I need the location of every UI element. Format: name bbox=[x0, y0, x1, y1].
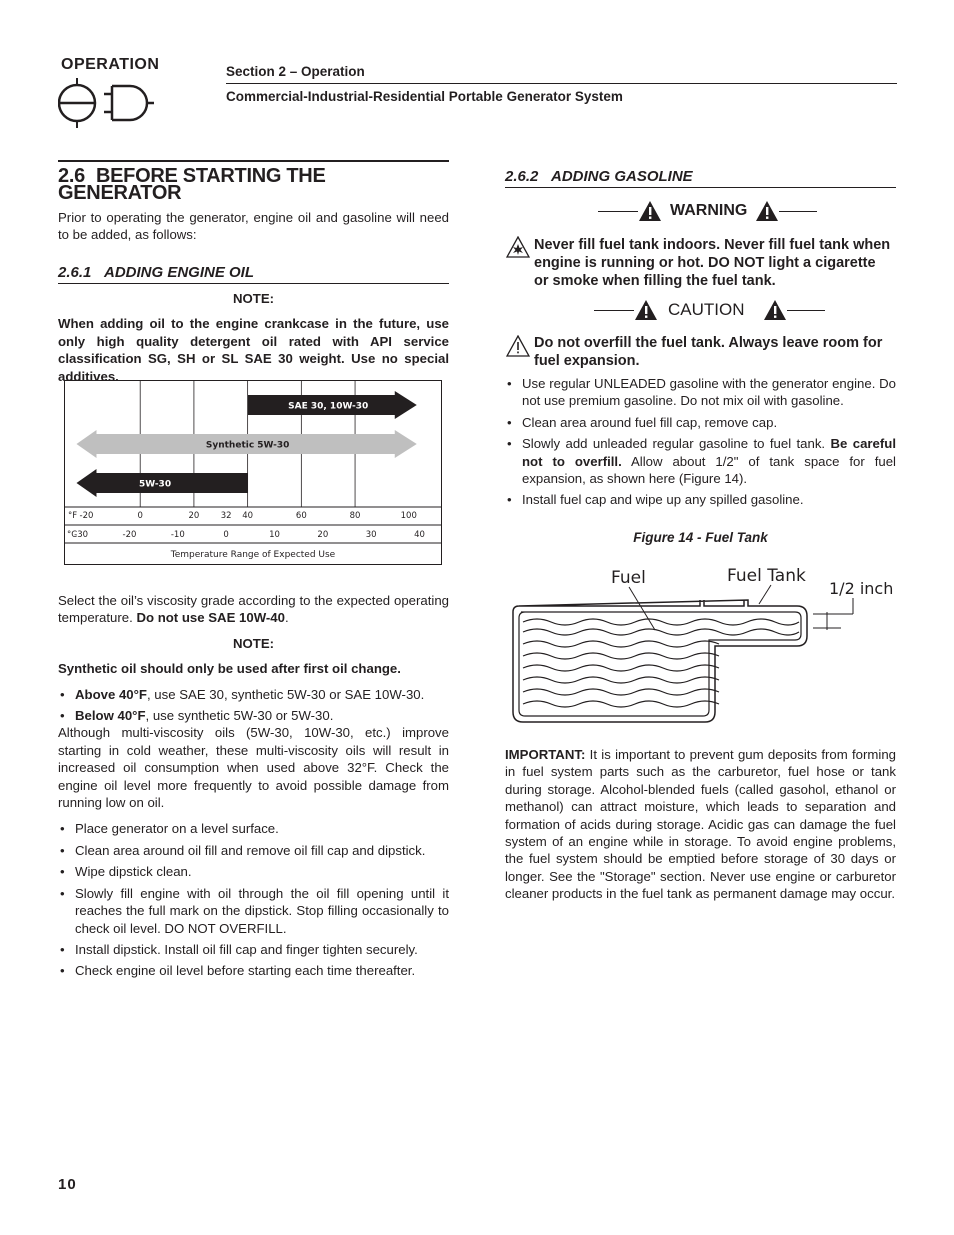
list-item: • Below 40°F, use synthetic 5W-30 or 5W-30. bbox=[58, 707, 449, 724]
caution-outline-icon bbox=[506, 335, 530, 357]
list-item: • Slowly add unleaded regular gasoline to fuel tank. Be careful not to overfill. Allow about 1/2" of tank space for fuel expansion, as shown here (Figure 14). bbox=[505, 435, 896, 487]
c-tick-label: 20 bbox=[317, 530, 329, 540]
intro-text: Prior to operating the generator, engine oil and gasoline will need to be added, as follows: bbox=[58, 209, 449, 243]
warning-triangle-icon bbox=[755, 200, 779, 222]
multi-viscosity-text: Although multi-viscosity oils (5W-30, 10W-30, etc.) improve starting in cold weather, these multi-viscosity oils will result in increased oil consumption when used above 32°F. Check the engine oil level more frequently to avoid possible damage from running low on oil. bbox=[58, 725, 449, 811]
f-tick-label: 60 bbox=[295, 511, 307, 521]
f-tick-label: 0 bbox=[137, 511, 143, 521]
operation-badge-label: OPERATION bbox=[61, 56, 160, 73]
c-tick-label: 40 bbox=[414, 530, 425, 540]
bar-label: 5W-30 bbox=[139, 479, 172, 490]
subsection-heading-oil bbox=[58, 264, 449, 284]
figure-label-fuel: Fuel bbox=[611, 568, 646, 588]
page-number: 10 bbox=[58, 1176, 77, 1193]
header-section: Section 2 – Operation bbox=[226, 64, 365, 79]
c-tick-label: 10 bbox=[269, 530, 280, 540]
c-tick-label: 30 bbox=[365, 530, 377, 540]
header-subtitle: Commercial-Industrial-Residential Portable Generator System bbox=[226, 89, 623, 104]
f-axis-unit: °F bbox=[68, 511, 78, 521]
list-item: • Install dipstick. Install oil fill cap and finger tighten securely. bbox=[58, 941, 449, 958]
list-item: • Clean area around oil fill and remove oil fill cap and dipstick. bbox=[58, 842, 449, 859]
warning-label: WARNING bbox=[670, 202, 748, 219]
f-tick-label: 20 bbox=[188, 511, 200, 521]
gasoline-steps bbox=[505, 375, 896, 546]
subsection-number: 2.6.2 bbox=[505, 168, 539, 185]
synthetic-note: Synthetic oil should only be used after first oil change. bbox=[58, 661, 401, 677]
warning-triangle-icon bbox=[638, 200, 662, 222]
caution-label: CAUTION bbox=[668, 300, 745, 319]
viscosity-select-text: Select the oil’s viscosity grade according to the expected operating temperature. Do not use SAE 10W-40. bbox=[58, 593, 449, 626]
temperature-list bbox=[58, 686, 449, 725]
oil-viscosity-chart bbox=[64, 380, 442, 565]
bar-label: SAE 30, 10W-30 bbox=[288, 401, 369, 412]
f-tick-label: 40 bbox=[242, 511, 254, 521]
figure-label-half-inch: 1/2 inch bbox=[829, 579, 894, 598]
caution-triangle-icon bbox=[763, 299, 787, 321]
gasoline-list bbox=[505, 375, 896, 509]
list-item: • Use regular UNLEADED gasoline with the generator engine. Do not use premium gasoline. Do not mix oil with gasoline. bbox=[505, 375, 896, 410]
note-label-2: NOTE: bbox=[232, 635, 275, 651]
right-column bbox=[505, 168, 896, 188]
oil-steps-list bbox=[58, 820, 449, 979]
section-heading bbox=[58, 160, 449, 203]
figure-label-fuel-tank: Fuel Tank bbox=[727, 566, 806, 586]
left-column-lower bbox=[58, 592, 449, 984]
bar-label: Synthetic 5W-30 bbox=[205, 440, 290, 451]
f-tick-label: 32 bbox=[220, 511, 232, 521]
section-number: 2.6 bbox=[58, 165, 85, 187]
note-label: NOTE: bbox=[232, 291, 275, 307]
f-tick-label: 80 bbox=[349, 511, 361, 521]
list-item: • Clean area around fuel fill cap, remove cap. bbox=[505, 414, 896, 431]
warning-banner bbox=[598, 200, 817, 222]
list-item: • Slowly fill engine with oil through the oil fill opening until it reaches the full mark on the dipstick. Stop filling occasionally to check oil level. DO NOT OVERFILL. bbox=[58, 885, 449, 937]
c-axis-unit: °C bbox=[67, 530, 78, 540]
list-item: • Wipe dipstick clean. bbox=[58, 863, 449, 880]
operation-plug-icon bbox=[58, 76, 158, 130]
caution-triangle-icon bbox=[634, 299, 658, 321]
caution-text: Do not overfill the fuel tank. Always leave room for fuel expansion. bbox=[534, 335, 883, 369]
important-block bbox=[505, 746, 896, 903]
note-text: When adding oil to the engine crankcase in the future, use only high quality detergent oil rated with API service classification SG, SH or SL SAE 30 weight. Use no special additives. bbox=[58, 316, 449, 384]
c-tick-label: -30 bbox=[74, 530, 89, 540]
fuel-tank-figure bbox=[505, 560, 897, 732]
subsection-title: ADDING GASOLINE bbox=[551, 168, 693, 185]
section-title: BEFORE STARTING THE GENERATOR bbox=[58, 165, 326, 205]
list-item: • Above 40°F, use SAE 30, synthetic 5W-30 or SAE 10W-30. bbox=[58, 686, 449, 703]
important-text: IMPORTANT: It is important to prevent gum deposits from forming in fuel system parts such as the carburetor, fuel hose or tank during storage. Alcohol-blended fuels (called gasohol, ethanol or methanol) can attract moisture, which leads to separation and formation of acids during storage. Acidic gas can damage the fuel system of an engine while in storage. To avoid engine problems, the fuel system should be emptied before storage of 30 days or longer. See the "Storage" section. Never use engine or carburetor cleaner products in the fuel tank as permanent damage may occur. bbox=[505, 747, 896, 902]
c-tick-label: -10 bbox=[170, 530, 185, 540]
f-tick-label: -20 bbox=[79, 511, 94, 521]
f-tick-label: 100 bbox=[400, 511, 417, 521]
list-item: • Place generator on a level surface. bbox=[58, 820, 449, 837]
list-item: • Check engine oil level before starting each time thereafter. bbox=[58, 962, 449, 979]
list-item: • Install fuel cap and wipe up any spilled gasoline. bbox=[505, 491, 896, 508]
x-axis-label: Temperature Range of Expected Use bbox=[170, 550, 336, 560]
explosion-hazard-icon bbox=[506, 236, 530, 258]
c-tick-label: 0 bbox=[223, 530, 229, 540]
caution-banner bbox=[594, 299, 825, 321]
header-rule bbox=[226, 83, 897, 84]
left-column bbox=[58, 160, 449, 385]
figure-title: Figure 14 - Fuel Tank bbox=[633, 529, 768, 545]
subsection-title: ADDING ENGINE OIL bbox=[104, 263, 255, 281]
c-tick-label: -20 bbox=[122, 530, 137, 540]
warning-text: Never fill fuel tank indoors. Never fill fuel tank when engine is running or hot. DO NOT light a cigarette or smoke when filling the fuel tank. bbox=[534, 237, 891, 289]
subsection-heading-gasoline bbox=[505, 168, 896, 188]
subsection-number: 2.6.1 bbox=[58, 263, 92, 281]
